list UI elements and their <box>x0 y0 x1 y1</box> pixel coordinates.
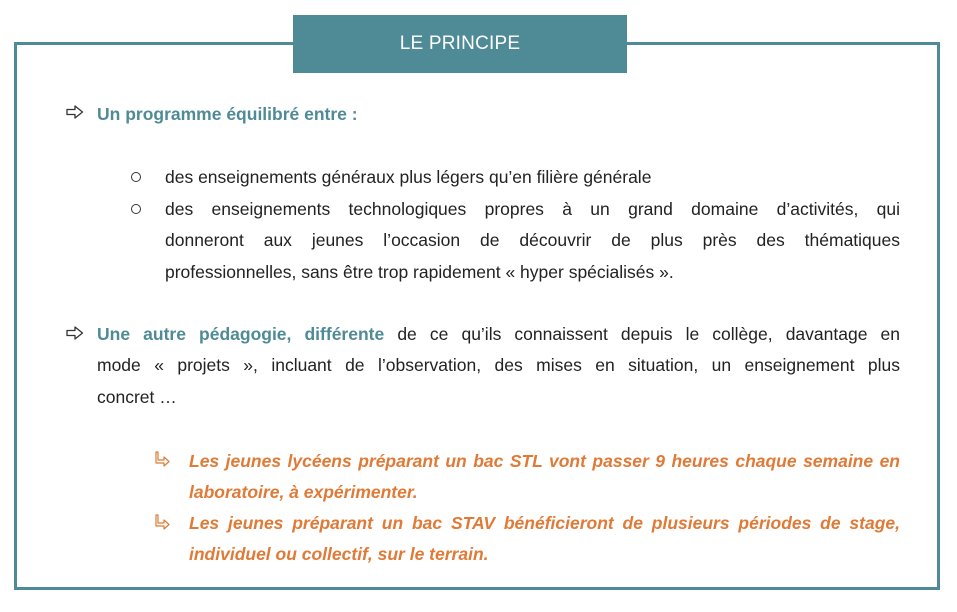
down-right-arrow-icon <box>155 514 171 530</box>
down-right-arrow-icon <box>155 451 171 467</box>
section2-line: mode « projets », incluant de l’observation, des mises en situation, un enseignement plus <box>97 355 900 375</box>
example-line: individuel ou collectif, sur le terrain. <box>189 544 489 564</box>
section-title: LE PRINCIPE <box>293 15 627 73</box>
section1-heading: Un programme équilibré entre : <box>97 104 358 124</box>
list-item-line: professionnelles, sans être trop rapidement « hyper spécialisés ». <box>165 262 674 282</box>
section2-line: concret … <box>97 387 177 407</box>
list-bullet <box>131 172 141 182</box>
list-item: des enseignements généraux plus légers qu’en filière générale <box>165 167 652 187</box>
list-item-line: des enseignements technologiques propres à un grand domaine d’activités, qui <box>165 199 900 219</box>
section2-first-line <box>97 324 900 344</box>
example-line: Les jeunes préparant un bac STAV bénéficieront de plusieurs périodes de stage, <box>189 513 900 533</box>
right-arrow-icon <box>66 326 84 340</box>
section2-text: de ce qu’ils connaissent depuis le collège, davantage en <box>384 324 900 344</box>
example-line: laboratoire, à expérimenter. <box>189 482 418 502</box>
list-bullet <box>131 204 141 214</box>
example-line: Les jeunes lycéens préparant un bac STL vont passer 9 heures chaque semaine en <box>189 451 900 471</box>
section2-heading: Une autre pédagogie, différente <box>97 324 385 344</box>
right-arrow-icon <box>66 105 84 119</box>
list-item-line: donneront aux jeunes l’occasion de découvrir de plus près des thématiques <box>165 230 900 250</box>
